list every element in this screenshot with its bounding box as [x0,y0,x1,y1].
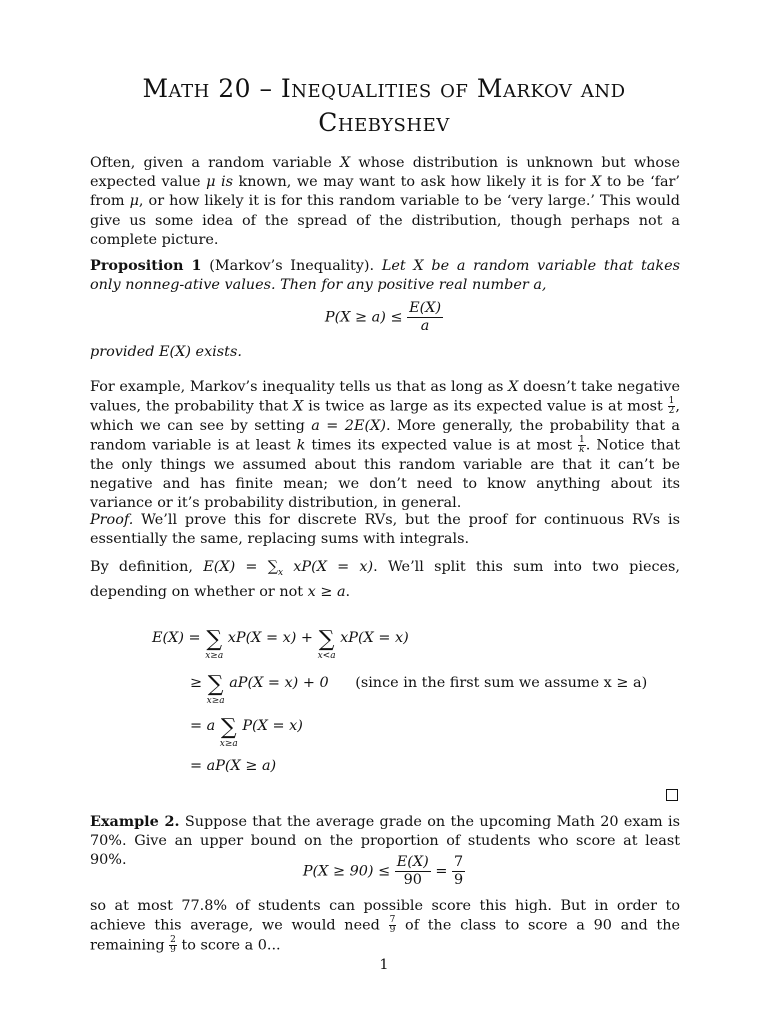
math-var: X [508,379,519,395]
text: . We’ll split this sum into two pieces, depending on whether or not [90,559,681,601]
derivation-line-1 [152,622,409,662]
proof-label: Proof. [90,512,134,528]
example-2-conclusion [90,897,680,956]
text: is twice as large as its expected value is at most [303,398,668,415]
sum-subscript: x [277,567,284,578]
relation: = [435,863,448,880]
numerator: 1 [668,396,675,407]
proposition-1 [90,256,680,295]
text: We’ll prove this for discrete RVs, but the proof for continuous RVs is essentially the same, replacing sums with integrals. [90,512,680,548]
fraction [407,300,443,335]
denominator: 9 [453,872,464,888]
relation: = a [190,718,216,734]
numerator: 1 [579,435,585,446]
equation-lhs: E(X) = [152,630,201,646]
sigma-symbol: ∑ [206,627,223,652]
denominator: 9 [389,925,396,936]
text: , or how likely it is for this random variable to be ‘very large.’ This would give us some idea of the spread of the distribution, though perhaps not a complete picture. [90,193,680,248]
example-paragraph [90,378,680,513]
example-label: Example 2. [90,813,180,830]
text: Suppose that the average grade on the upcoming Math 20 exam is 70%. Give an upper bound on the proportion of students who score at least 90%. [90,814,680,869]
sigma-symbol: ∑ [207,672,224,697]
math-expr: E(X) = ∑ [203,559,278,575]
fraction-two-ninths [169,936,177,955]
text: , which we can see by setting [90,398,680,434]
proposition-label: Proposition 1 [90,257,202,274]
summation [317,627,336,662]
math-expr: xP(X = x) [283,559,374,575]
relation: ≥ [190,675,203,691]
math-expr: x ≥ a [307,584,346,601]
fraction [452,854,465,889]
term: aP(X = x) + 0 [229,675,329,691]
page-title [0,72,768,140]
page-number: 1 [379,957,389,973]
sum-subscript: x≥a [219,739,238,749]
text: doesn’t take negative values, the probability that [90,379,680,415]
math-var: μ [129,193,139,210]
text: . Notice that the only things we assumed about this random variable are that it can’t be negative and has finite mean; we don’t need to know anything about its variance or it’s probability distribution, in general. [90,437,680,512]
numerator: 7 [389,915,396,926]
markov-inequality-display [0,300,768,335]
example-2-display [0,854,768,889]
title-line-2: Chebyshev [318,108,450,137]
sum-subscript: x≥a [206,696,225,706]
denominator: k [579,445,585,456]
emphasis: is [220,174,233,191]
summation [206,672,225,707]
denominator: 90 [403,872,422,888]
text: Often, given a random variable [90,155,340,171]
intro-paragraph [90,154,680,250]
sum-subscript: x≥a [205,651,224,661]
proposition-condition: provided E(X) exists. [90,344,242,360]
summation [205,627,224,662]
math-var: X [339,155,351,171]
math-var: X [293,398,304,415]
term: P(X = x) [242,718,303,734]
proof-paragraph [90,511,680,549]
math-var: X [591,174,602,191]
derivation-note: (since in the first sum we assume x ≥ a) [355,675,648,691]
definition-paragraph [90,558,680,602]
text: . [345,584,351,601]
text: . More generally, the probability that a random variable is at least [90,417,681,454]
numerator: E(X) [396,854,429,870]
derivation-line-4: = aP(X ≥ a) [190,758,277,774]
text: to score a 0... [176,937,281,954]
proposition-text: Let X be a random variable that takes only nonneg-ative values. Then for any positive real number a, [90,258,680,294]
sigma-symbol: ∑ [220,715,237,740]
text: known, we may want to ask how likely it is for [232,174,592,191]
proposition-name: (Markov’s Inequality). [201,258,382,274]
text: of the class to score a 90 and the remaining [90,917,680,954]
text: times its expected value is at most [305,437,579,454]
summation [219,715,238,750]
math-var: k [296,437,306,454]
title-line-1: Math 20 – Inequalities of Markov and [142,74,626,103]
text: For example, Markov’s inequality tells us that as long as [90,379,509,395]
denominator: a [420,318,430,334]
qed-square [666,789,678,801]
derivation-line-2 [190,667,647,707]
term: xP(X = x) + [227,630,313,646]
denominator: 9 [170,944,176,955]
equation-lhs: P(X ≥ a) ≤ [324,309,403,326]
text: so at most 77.8% of students can possible score this high. But in order to achieve this average, we would need [90,898,680,934]
math-var: μ [206,174,216,191]
equation-lhs: P(X ≥ 90) ≤ [302,863,391,880]
text: By definition, [90,559,204,575]
text: whose distribution is unknown but whose expected value [90,155,680,191]
numerator: 7 [453,854,464,870]
text: to be ‘far’ from [90,174,681,210]
fraction [395,854,431,889]
math-expr: a = 2E(X) [311,417,386,434]
sum-subscript: x<a [317,651,336,661]
numerator: 2 [170,934,176,945]
fraction-one-over-k [578,436,586,455]
denominator: 2 [668,406,675,417]
numerator: E(X) [409,300,442,316]
derivation-line-3 [190,710,303,750]
term: xP(X = x) [340,630,409,646]
sigma-symbol: ∑ [318,627,335,652]
